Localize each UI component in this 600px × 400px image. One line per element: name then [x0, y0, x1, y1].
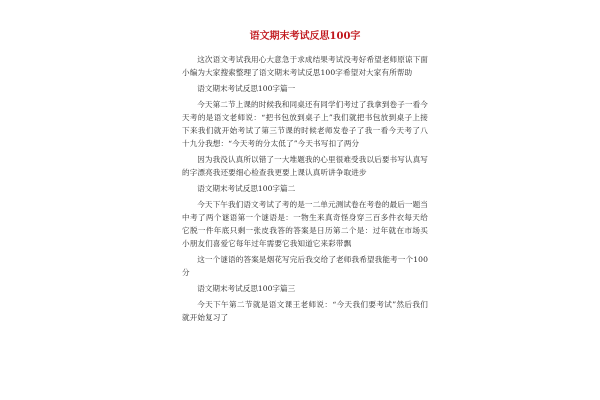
section-heading-3: 语文期末考试反思100字篇三 [197, 284, 296, 293]
section-1-paragraph-1: 今天第二节上课的时候我和同桌还有同学们考过了我拿到卷子一看今天考的是语文老师说：“把书包放到桌子上”我们就把书包放到桌子上接下来我们就开始考试了第三节课的时候老师发卷子了我一看今天考了八十九分我想：“今天考的分太低了”今天书写扣了两分 [182, 100, 428, 148]
section-1-paragraph-2: 因为我没认真所以错了一大堆题我的心里很难受我以后要书写认真写的字漂亮我还要细心检查我更要上课认真听讲争取进步 [182, 155, 428, 177]
intro-paragraph: 这次语文考试我用心大意急于求成结果考试没考好希望老师原谅下面小编为大家搜索整理了语文期末考试反思100字希望对大家有所帮助 [182, 55, 428, 77]
section-heading-2: 语文期末考试反思100字篇二 [197, 184, 296, 193]
section-2-paragraph-2: 这一个谜语的答案是烟花写完后我交给了老师我希望我能考一个100分 [182, 255, 428, 277]
document-page [182, 30, 428, 327]
section-3-paragraph-1: 今天下午第二节就是语文课王老师说：“今天我们要考试”然后我们就开始复习了 [182, 300, 428, 322]
document-title: 语文期末考试反思100字 [249, 31, 361, 42]
section-heading-1: 语文期末考试反思100字篇一 [197, 84, 296, 93]
section-2-paragraph-1: 今天下午我们语文考试了考的是一二单元测试卷在考卷的最后一题当中考了两个谜语第一个谜语是：一物生来真奇怪身穿三百多件衣每天给它脱一件年底只剩一张皮我答的答案是日历第二个是：过年就在市场买小朋友们喜爱它每年过年需要它我知道它来彩带飘 [182, 200, 428, 248]
